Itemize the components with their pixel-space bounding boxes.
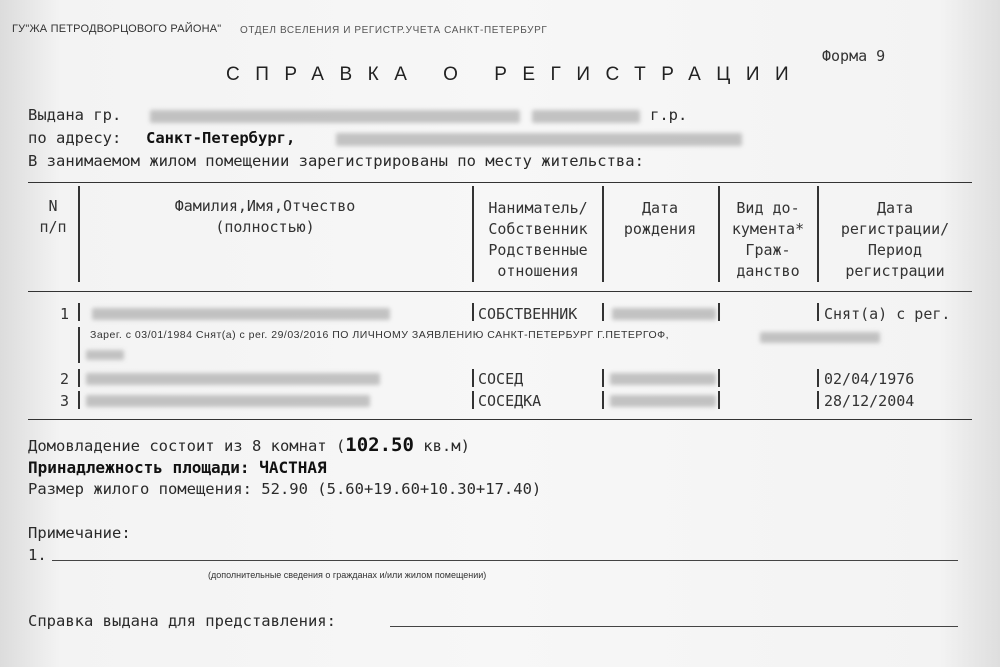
redacted-row-1-note-tail	[86, 350, 124, 360]
row-3-num: 3	[60, 392, 70, 410]
redacted-row-1-dob	[612, 308, 716, 320]
redacted-full-name	[150, 110, 520, 123]
department-name: ОТДЕЛ ВСЕЛЕНИЯ И РЕГИСТР.УЧЕТА САНКТ-ПЕТЕРБУРГ	[240, 25, 548, 36]
header-relation: Наниматель/ Собственник Родственные отношения	[488, 199, 588, 280]
presented-for-line	[390, 626, 958, 627]
col-sep	[817, 391, 819, 409]
table-bottom-rule	[28, 419, 972, 420]
total-area-value: 102.50	[345, 434, 414, 456]
note-label: Примечание:	[28, 524, 131, 542]
document-title: СПРАВКА О РЕГИСТРАЦИИ	[226, 64, 805, 85]
col-sep	[472, 391, 474, 409]
note-caption: (дополнительные сведения о гражданах и/или жилом помещении)	[208, 570, 487, 580]
redacted-row-2-name	[86, 373, 380, 385]
living-size-line: Размер жилого помещения: 52.90 (5.60+19.60+10.30+17.40)	[28, 480, 542, 498]
address-label: по адресу:	[28, 129, 122, 147]
col-sep	[78, 303, 80, 321]
col-sep	[78, 369, 80, 387]
col-sep	[817, 186, 819, 282]
redacted-row-3-dob	[610, 395, 716, 407]
header-dob: Дата рождения	[623, 199, 697, 238]
row-1-relation: СОБСТВЕННИК	[478, 305, 578, 323]
col-sep	[602, 303, 604, 321]
note-item-line	[52, 560, 958, 561]
redacted-address	[336, 133, 742, 146]
header-doc: Вид до- кумента* Граж- данство	[731, 199, 805, 280]
row-2-relation: СОСЕД	[478, 370, 524, 388]
redacted-row-1-note-address	[760, 332, 880, 343]
header-name: Фамилия,Имя,Отчество (полностью)	[174, 197, 356, 236]
header-num: N п/п	[39, 197, 67, 236]
col-sep	[602, 369, 604, 387]
col-sep	[472, 303, 474, 321]
note-item-number: 1.	[28, 546, 47, 564]
ownership-value: ЧАСТНАЯ	[259, 458, 327, 477]
col-sep	[78, 391, 80, 409]
form-number: Форма 9	[822, 47, 886, 65]
col-sep	[718, 369, 720, 387]
redacted-birth-date	[532, 110, 640, 123]
row-3-reg: 28/12/2004	[824, 392, 915, 410]
row-1-reg: Снят(а) с рег.	[824, 305, 951, 323]
birth-year-suffix: г.р.	[650, 106, 688, 124]
redacted-row-1-name	[92, 308, 390, 320]
col-sep	[817, 369, 819, 387]
col-sep	[718, 303, 720, 321]
col-sep	[472, 369, 474, 387]
issued-to-label: Выдана гр.	[28, 106, 122, 124]
row-3-relation: СОСЕДКА	[478, 392, 542, 410]
col-sep	[78, 186, 80, 282]
ownership-line: Принадлежность площади: ЧАСТНАЯ	[28, 458, 327, 477]
address-city: Санкт-Петербург,	[146, 129, 296, 147]
rooms-line: Домовладение состоит из 8 комнат (102.50 кв.м)	[28, 434, 470, 456]
redacted-row-3-name	[86, 395, 370, 407]
header-reg: Дата регистрации/ Период регистрации	[840, 199, 950, 280]
redacted-row-2-dob	[610, 373, 716, 385]
row-2-num: 2	[60, 370, 70, 388]
row-2-reg: 02/04/1976	[824, 370, 915, 388]
presented-for-label: Справка выдана для представления:	[28, 612, 336, 630]
table-header-rule	[28, 291, 972, 292]
col-sep	[78, 327, 80, 363]
col-sep	[602, 391, 604, 409]
col-sep	[817, 303, 819, 321]
row-1-note: Зарег. с 03/01/1984 Снят(а) с рег. 29/03/2016 ПО ЛИЧНОМУ ЗАЯВЛЕНИЮ САНКТ-ПЕТЕРБУРГ Г.ПЕТЕРГОФ,	[90, 329, 670, 341]
col-sep	[718, 391, 720, 409]
row-1-num: 1	[60, 305, 70, 323]
organization-name: ГУ"ЖА ПЕТРОДВОРЦОВОГО РАЙОНА"	[12, 23, 222, 35]
col-sep	[472, 186, 474, 282]
table-top-rule	[28, 182, 972, 183]
registered-intro: В занимаемом жилом помещении зарегистрированы по месту жительства:	[28, 152, 644, 170]
